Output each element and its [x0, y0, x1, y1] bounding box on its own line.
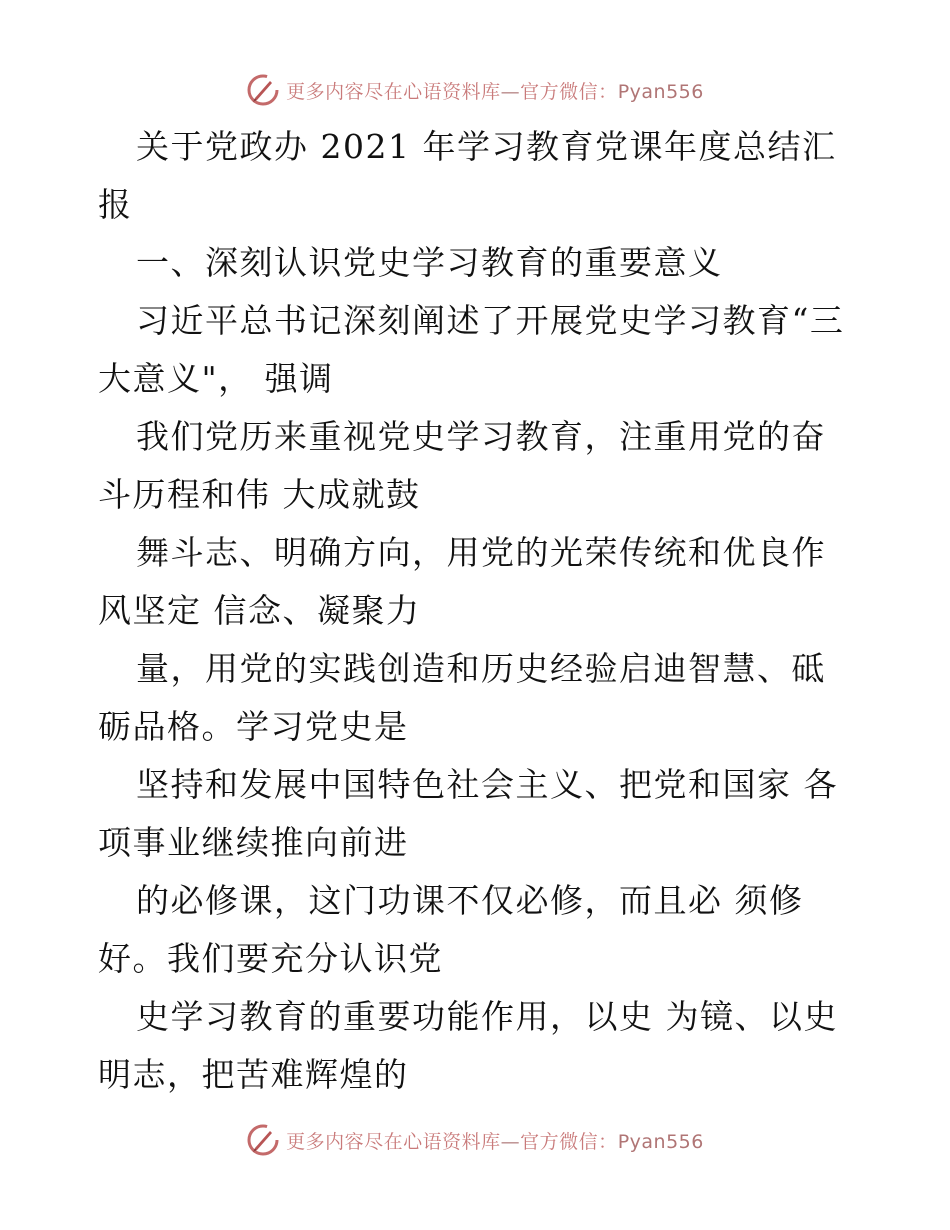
watermark-dash: —: [500, 1130, 521, 1153]
watermark-wechat-id: Pyan556: [617, 1130, 704, 1153]
document-title: 关于党政办 2021 年学习教育党课年度总结汇报: [98, 127, 837, 224]
watermark-text: [286, 1127, 704, 1154]
watermark-site: 更多内容尽在心语资料库: [286, 1130, 501, 1153]
watermark-wechat-id: Pyan556: [617, 80, 704, 103]
watermark-wechat-label: 官方微信：: [520, 1130, 618, 1153]
paragraph-7: 史学习教育的重要功能作用，以史 为镜、以史明志，把苦难辉煌的: [98, 997, 838, 1094]
paragraph-3: 舞斗志、明确方向，用党的光荣传统和优良作风坚定 信念、凝聚力: [98, 533, 826, 630]
quill-pen-icon: [246, 73, 280, 107]
document-body: [98, 118, 858, 1104]
paragraph-5: 坚持和发展中国特色社会主义、把党和国家 各项事业继续推向前进: [98, 765, 838, 862]
watermark-site: 更多内容尽在心语资料库: [286, 80, 501, 103]
footer-watermark: [0, 1120, 950, 1160]
paragraph-6: 的必修课，这门功课不仅必修，而且必 须修好。我们要充分认识党: [98, 881, 804, 978]
paragraph-1: 习近平总书记深刻阐述了开展党史学习教育“三大意义"， 强调: [98, 301, 845, 398]
watermark-dash: —: [500, 80, 521, 103]
paragraph-4: 量，用党的实践创造和历史经验启迪智慧、砥砺品格。学习党史是: [98, 649, 826, 746]
watermark-text: [286, 77, 704, 104]
quill-pen-icon: [246, 1123, 280, 1157]
section-heading: 一、深刻认识党史学习教育的重要意义: [136, 243, 723, 282]
paragraph-2: 我们党历来重视党史学习教育，注重用党的奋斗历程和伟 大成就鼓: [98, 417, 826, 514]
header-watermark: [0, 70, 950, 110]
watermark-wechat-label: 官方微信：: [520, 80, 618, 103]
